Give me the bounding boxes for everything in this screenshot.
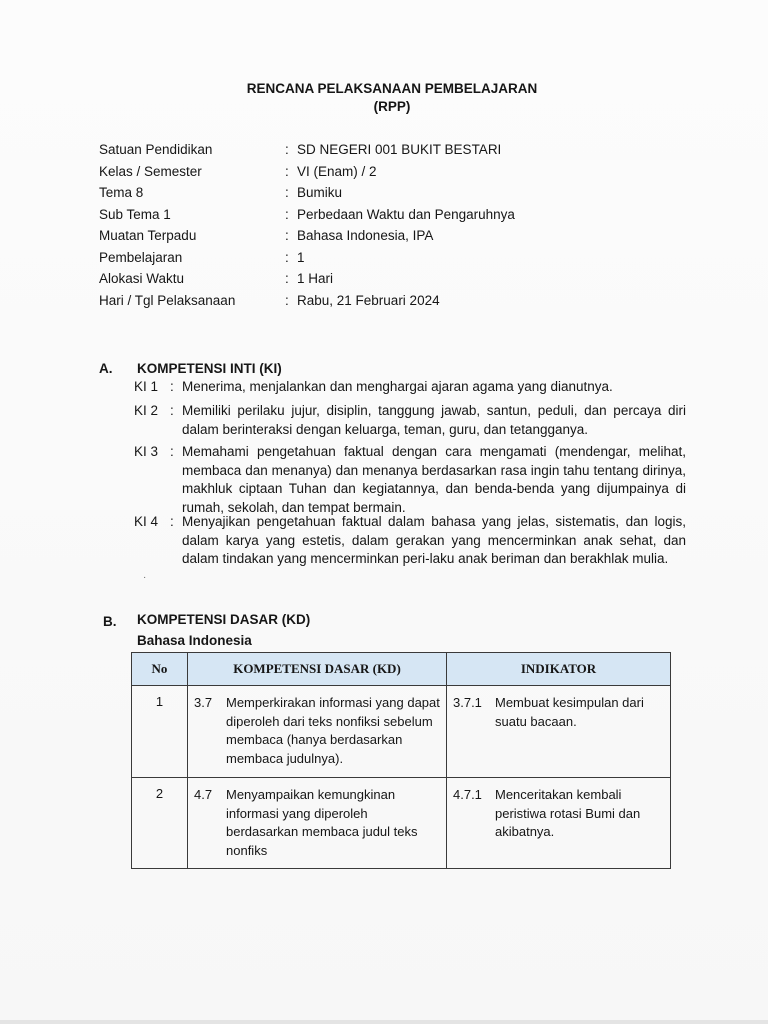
page-edge [0,1020,768,1024]
row-number: 2 [132,778,188,869]
ki-text: Menerima, menjalankan dan menghargai ajaran agama yang dianutnya. [182,379,613,394]
ki-text: Memiliki perilaku jujur, disiplin, tanggung jawab, santun, peduli, dan percaya diri dalam berinteraksi dengan keluarga, teman, guru, dan tetangganya. [182,403,686,437]
info-value: Bumiku [297,185,343,200]
info-value: VI (Enam) / 2 [297,163,377,179]
info-label: Sub Tema 1 [99,206,171,222]
info-label: Satuan Pendidikan [99,142,213,157]
kd-table [131,652,671,869]
section-a-heading: KOMPETENSI INTI (KI) [137,361,282,376]
info-label: Alokasi Waktu [99,271,185,286]
ki-code: KI 2 [134,403,159,418]
info-value: SD NEGERI 001 BUKIT BESTARI [297,142,502,157]
ki-colon: : [170,514,174,529]
indicator-cell [447,686,671,778]
info-label: Tema 8 [99,185,144,200]
ki-code: KI 4 [134,514,159,529]
ki-item [134,402,686,439]
section-a-letter: A. [99,361,113,376]
row-number: 1 [132,686,188,778]
info-colon: : [285,142,289,157]
info-colon: : [285,185,289,200]
document-title: RENCANA PELAKSANAAN PEMBELAJARAN [246,81,538,96]
info-colon: : [285,292,289,308]
info-colon: : [285,163,289,179]
info-colon: : [285,228,289,243]
indicator-code: 4.7.1 [453,787,482,802]
table-header-row [132,653,671,686]
kd-code: 4.7 [194,787,213,802]
info-value: 1 [297,249,305,265]
indicator-text: Membuat kesimpulan dari suatu bacaan. [495,695,644,729]
section-b-heading: KOMPETENSI DASAR (KD) [137,612,311,627]
ki-text: Menyajikan pengetahuan faktual dalam bahasa yang jelas, sistematis, dan logis, dalam karya yang estetis, dalam gerakan yang mencerminkan anak sehat, dan dalam tindakan yang mencerminkan peri-laku anak beriman dan berakhlak mulia. [182,514,686,566]
kd-cell [188,778,447,869]
document-subtitle: (RPP) [373,99,411,114]
ki-item [134,443,686,517]
subject-heading: Bahasa Indonesia [137,633,252,648]
info-value: Bahasa Indonesia, IPA [297,228,434,243]
ki-colon: : [170,444,174,459]
ki-item [134,513,686,569]
ki-code: KI 1 [134,379,159,394]
ki-colon: : [170,379,174,394]
ki-text: Memahami pengetahuan faktual dengan cara mengamati (mendengar, melihat, membaca dan menanya) dan menanya berdasarkan rasa ingin tahu tentang dirinya, makhluk ciptaan Tuhan dan kegiatannya, dan benda-benda yang dijumpainya di rumah, sekolah, dan tempat bermain. [182,444,686,515]
table-row [132,686,671,778]
info-colon: : [285,206,289,222]
kd-text: Memperkirakan informasi yang dapat diperoleh dari teks nonfiksi sebelum membaca (hanya berdasarkan membaca judulnya). [226,695,440,766]
ki-colon: : [170,403,174,418]
kd-code: 3.7 [194,695,213,710]
info-label: Pembelajaran [99,249,183,265]
info-label: Muatan Terpadu [99,228,197,243]
info-colon: : [285,249,289,265]
column-header-kd: KOMPETENSI DASAR (KD) [188,653,447,686]
section-b-letter: B. [103,614,117,629]
table-row [132,778,671,869]
column-header-indikator: INDIKATOR [447,653,671,686]
info-value: Perbedaan Waktu dan Pengaruhnya [297,206,515,222]
info-label: Hari / Tgl Pelaksanaan [99,292,236,308]
stray-mark: · [143,572,147,583]
column-header-no: No [132,653,188,686]
ki-item [134,378,686,397]
info-colon: : [285,271,289,286]
indicator-cell [447,778,671,869]
info-value: 1 Hari [297,271,334,286]
ki-code: KI 3 [134,444,159,459]
kd-text: Menyampaikan kemungkinan informasi yang diperoleh berdasarkan membaca judul teks nonfiks [226,787,418,858]
indicator-code: 3.7.1 [453,695,482,710]
info-value: Rabu, 21 Februari 2024 [297,292,440,308]
indicator-text: Menceritakan kembali peristiwa rotasi Bumi dan akibatnya. [495,787,641,839]
info-label: Kelas / Semester [99,163,202,179]
kd-cell [188,686,447,778]
